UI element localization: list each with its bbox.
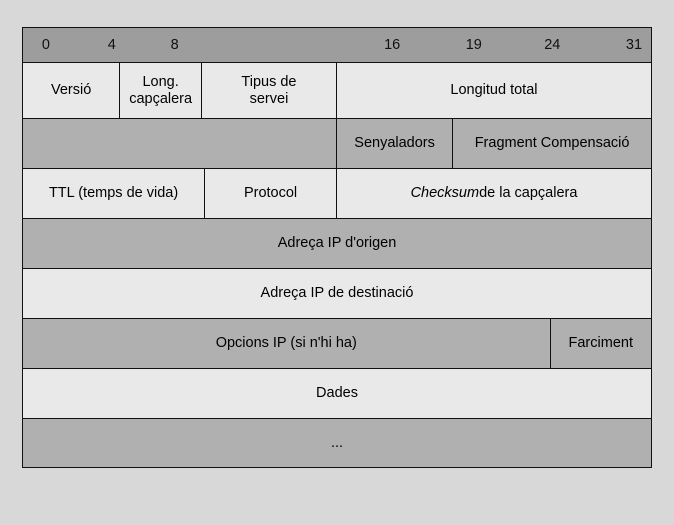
field-fragment-offset-label: Fragment Compensació bbox=[474, 135, 630, 152]
field-header-length-label-2: capçalera bbox=[129, 90, 193, 107]
field-continuation-label: ... bbox=[330, 434, 344, 451]
field-total-length-label: Longitud total bbox=[450, 82, 538, 99]
header-row-3 bbox=[23, 169, 651, 219]
field-header-length bbox=[120, 63, 202, 118]
field-protocol bbox=[205, 169, 337, 218]
field-type-of-service-label-1: Tipus de bbox=[241, 73, 297, 90]
ruler-tick-31: 31 bbox=[625, 37, 643, 53]
field-protocol-label: Protocol bbox=[243, 185, 298, 202]
header-row-7 bbox=[23, 369, 651, 419]
field-header-length-label-1: Long. bbox=[142, 73, 179, 90]
field-ip-options-label: Opcions IP (si n'hi ha) bbox=[215, 335, 357, 352]
ruler-tick-16: 16 bbox=[384, 37, 401, 53]
field-total-length bbox=[337, 63, 651, 118]
header-row-8 bbox=[23, 419, 651, 467]
bit-ruler bbox=[23, 28, 651, 63]
field-version bbox=[23, 63, 120, 118]
field-flags bbox=[337, 119, 453, 168]
ruler-tick-4: 4 bbox=[107, 37, 116, 53]
ruler-tick-24: 24 bbox=[544, 37, 561, 53]
ruler-tick-8: 8 bbox=[170, 37, 179, 53]
field-flags-label: Senyaladors bbox=[354, 135, 435, 152]
field-header-checksum-label-rest: de la capçalera bbox=[479, 185, 578, 202]
field-ip-options bbox=[23, 319, 551, 368]
field-data bbox=[23, 369, 651, 418]
field-type-of-service bbox=[202, 63, 337, 118]
field-identification bbox=[23, 119, 337, 168]
ruler-tick-0: 0 bbox=[41, 37, 50, 53]
field-fragment-offset bbox=[453, 119, 651, 168]
field-padding-label: Farciment bbox=[568, 335, 633, 352]
ruler-tick-19: 19 bbox=[465, 37, 482, 53]
header-row-5 bbox=[23, 269, 651, 319]
field-padding bbox=[551, 319, 651, 368]
field-continuation bbox=[23, 419, 651, 467]
field-type-of-service-label-2: servei bbox=[249, 90, 289, 107]
header-row-4 bbox=[23, 219, 651, 269]
field-ttl-label: TTL (temps de vida) bbox=[48, 185, 179, 202]
field-destination-address bbox=[23, 269, 651, 318]
field-data-label: Dades bbox=[316, 385, 358, 402]
field-header-checksum-label-italic: Checksum bbox=[410, 185, 480, 202]
field-source-address-label: Adreça IP d'origen bbox=[277, 235, 397, 252]
field-header-checksum bbox=[337, 169, 651, 218]
header-row-1 bbox=[23, 63, 651, 119]
field-source-address bbox=[23, 219, 651, 268]
header-row-2 bbox=[23, 119, 651, 169]
field-destination-address-label: Adreça IP de destinació bbox=[260, 285, 414, 302]
header-row-6 bbox=[23, 319, 651, 369]
ip-header-diagram bbox=[22, 27, 652, 468]
field-ttl bbox=[23, 169, 205, 218]
field-version-label: Versió bbox=[51, 82, 92, 99]
